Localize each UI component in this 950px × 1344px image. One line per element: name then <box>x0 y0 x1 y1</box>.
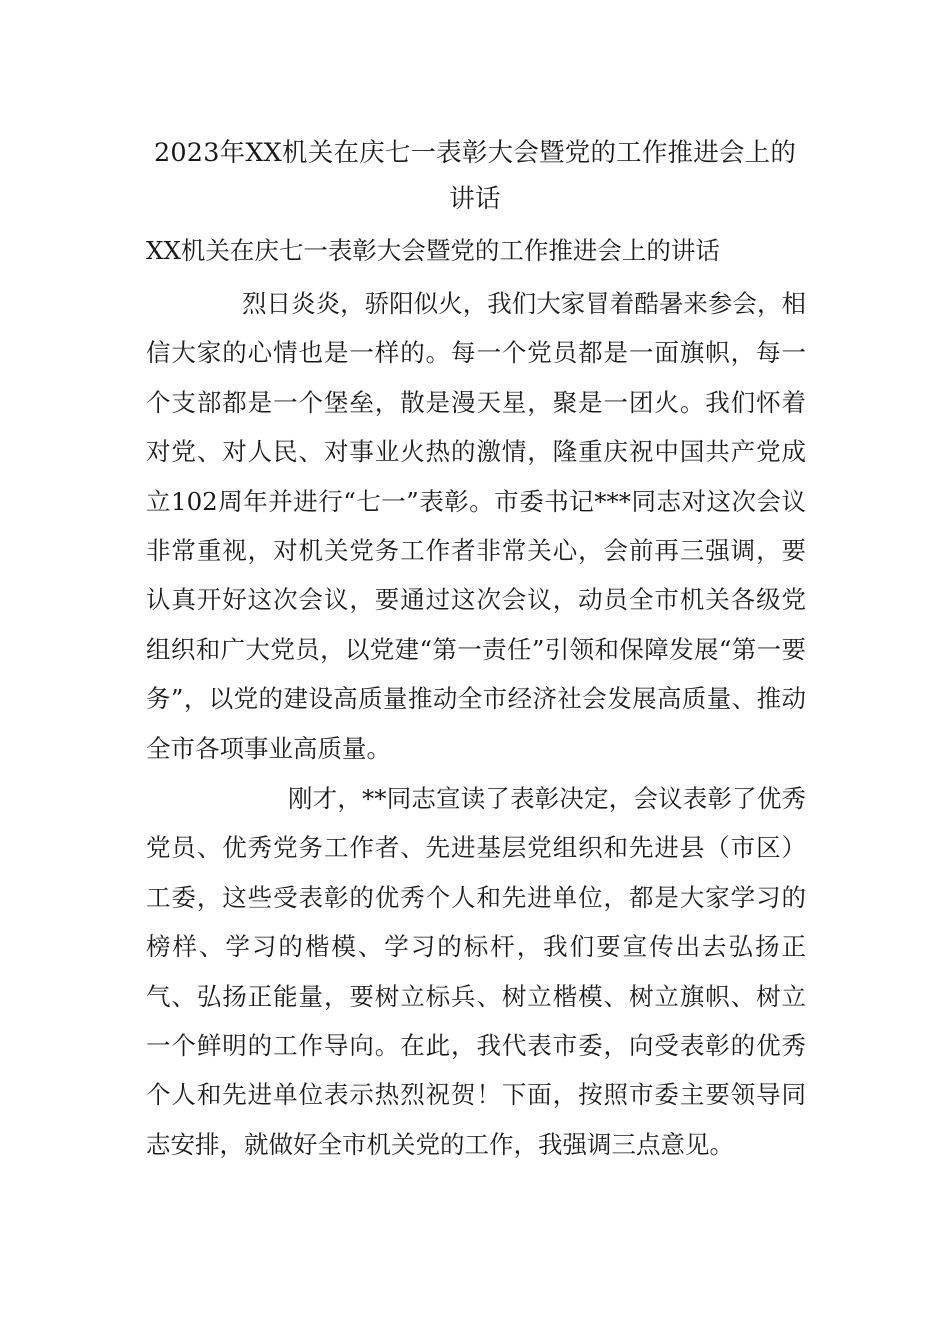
document-subtitle: XX机关在庆七一表彰大会暨党的工作推进会上的讲话 <box>146 236 720 265</box>
paragraph-2: 刚才，**同志宣读了表彰决定，会议表彰了优秀党员、优秀党务工作者、先进基层党组织和先进县（市区）工委，这些受表彰的优秀个人和先进单位，都是大家学习的榜样、学习的楷模、学习的标杆，我们要宣传出去弘扬正气、弘扬正能量，要树立标兵、树立楷模、树立旗帜、树立一个鲜明的工作导向。在此，我代表市委，向受表彰的优秀个人和先进单位表示热烈祝贺！下面，按照市委主要领导同志安排，就做好全市机关党的工作，我强调三点意见。 <box>146 784 806 1159</box>
document-title: 2023年XX机关在庆七一表彰大会暨党的工作推进会上的讲话 <box>153 138 797 214</box>
paragraph-1: 烈日炎炎，骄阳似火，我们大家冒着酷暑来参会，相信大家的心情也是一样的。每一个党员都是一面旗帜，每一个支部都是一个堡垒，散是漫天星，聚是一团火。我们怀着对党、对人民、对事业火热的激情，隆重庆祝中国共产党成立102周年并进行“七一”表彰。市委书记***同志对这次会议非常重视，对机关党务工作者非常关心，会前再三强调，要认真开好这次会议，要通过这次会议，动员全市机关各级党组织和广大党员，以党建“第一责任”引领和保障发展“第一要务”，以党的建设高质量推动全市经济社会发展高质量、推动全市各项事业高质量。 <box>146 289 806 763</box>
